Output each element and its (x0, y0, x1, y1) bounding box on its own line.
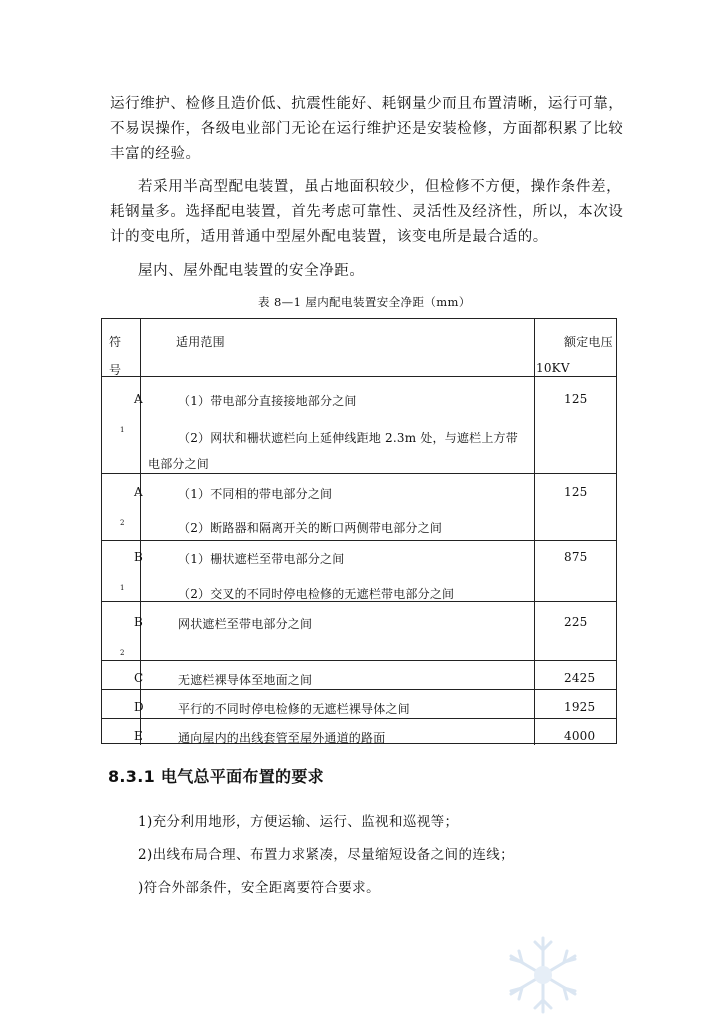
row-divider (102, 718, 616, 719)
row-symbol: B (134, 550, 144, 564)
snowflake-watermark-icon (498, 930, 588, 1020)
row-symbol-subscript: 1 (120, 584, 125, 592)
header-scope: 适用范围 (176, 335, 225, 349)
paragraph-3 (138, 259, 648, 284)
row-symbol: E (134, 729, 143, 743)
row-scope-line: （1）不同相的带电部分之间 (178, 487, 333, 501)
row-scope-line: 电部分之间 (148, 457, 210, 471)
row-value: 125 (564, 392, 588, 406)
paragraph-line: 屋内、屋外配电装置的安全净距。 (138, 263, 365, 279)
row-value: 2425 (564, 671, 596, 685)
column-divider (534, 319, 535, 745)
row-scope-line: 无遮栏裸导体至地面之间 (178, 673, 313, 687)
row-divider (102, 660, 616, 661)
row-value: 225 (564, 615, 588, 629)
row-symbol-subscript: 2 (120, 649, 125, 657)
section-heading: 8.3.1 电气总平面布置的要求 (108, 767, 324, 786)
paragraph-2 (110, 175, 624, 250)
list-item: 2)出线布局合理、布置力求紧凑，尽量缩短设备之间的连线； (138, 847, 515, 863)
row-scope-line: 网状遮栏至带电部分之间 (178, 617, 313, 631)
row-scope-line: （2）交叉的不同时停电检修的无遮栏带电部分之间 (178, 587, 455, 601)
row-symbol-subscript: 1 (120, 426, 125, 434)
paragraph-line: 若采用半高型配电装置，虽占地面积较少，但检修不方便，操作条件差， (138, 179, 622, 195)
table-caption: 表 8—1 屋内配电装置安全净距（mm） (258, 295, 471, 309)
row-scope-line: 平行的不同时停电检修的无遮栏裸导体之间 (178, 702, 410, 716)
clearance-table (101, 318, 617, 744)
row-scope-line: （1）栅状遮栏至带电部分之间 (178, 552, 345, 566)
paragraph-line: 不易误操作，各级电业部门无论在运行维护还是安装检修，方面都积累了比较 (110, 121, 624, 137)
row-scope-line: 通向屋内的出线套管至屋外通道的路面 (178, 731, 386, 745)
row-value: 125 (564, 485, 588, 499)
paragraph-line: 计的变电所，适用普通中型屋外配电装置，该变电所是最合适的。 (110, 229, 548, 245)
row-scope-line: （2）网状和栅状遮栏向上延伸线距地 2.3m 处，与遮栏上方带 (178, 431, 518, 445)
row-divider (102, 473, 616, 474)
row-symbol: B (134, 615, 144, 629)
row-value: 875 (564, 550, 588, 564)
row-value: 4000 (564, 729, 596, 743)
paragraph-line: 丰富的经验。 (110, 146, 201, 162)
paragraph-line: 运行维护、检修且造价低、抗震性能好、耗钢量少而且布置清晰，运行可靠， (110, 96, 624, 112)
paragraph-line: 耗钢量多。选择配电装置，首先考虑可靠性、灵活性及经济性，所以，本次设 (110, 204, 624, 220)
row-divider (102, 689, 616, 690)
header-symbol: 号 (109, 363, 122, 377)
row-symbol: C (134, 671, 144, 685)
row-value: 1925 (564, 700, 596, 714)
paragraph-1 (110, 92, 624, 167)
row-divider (102, 376, 616, 377)
row-symbol: A (134, 392, 143, 406)
row-divider (102, 540, 616, 541)
row-symbol: A (134, 485, 143, 499)
row-symbol: D (134, 700, 144, 714)
row-scope-line: （1）带电部分直接接地部分之间 (178, 394, 357, 408)
list-item: 1)充分利用地形，方便运输、运行、监视和巡视等； (138, 814, 459, 830)
header-voltage-label: 额定电压 (564, 335, 613, 349)
row-symbol-subscript: 2 (120, 519, 125, 527)
header-voltage-value: 10KV (536, 361, 570, 375)
row-scope-line: （2）断路器和隔离开关的断口两侧带电部分之间 (178, 521, 443, 535)
header-symbol: 符 (109, 335, 122, 349)
list-item: )符合外部条件，安全距离要符合要求。 (138, 880, 380, 896)
